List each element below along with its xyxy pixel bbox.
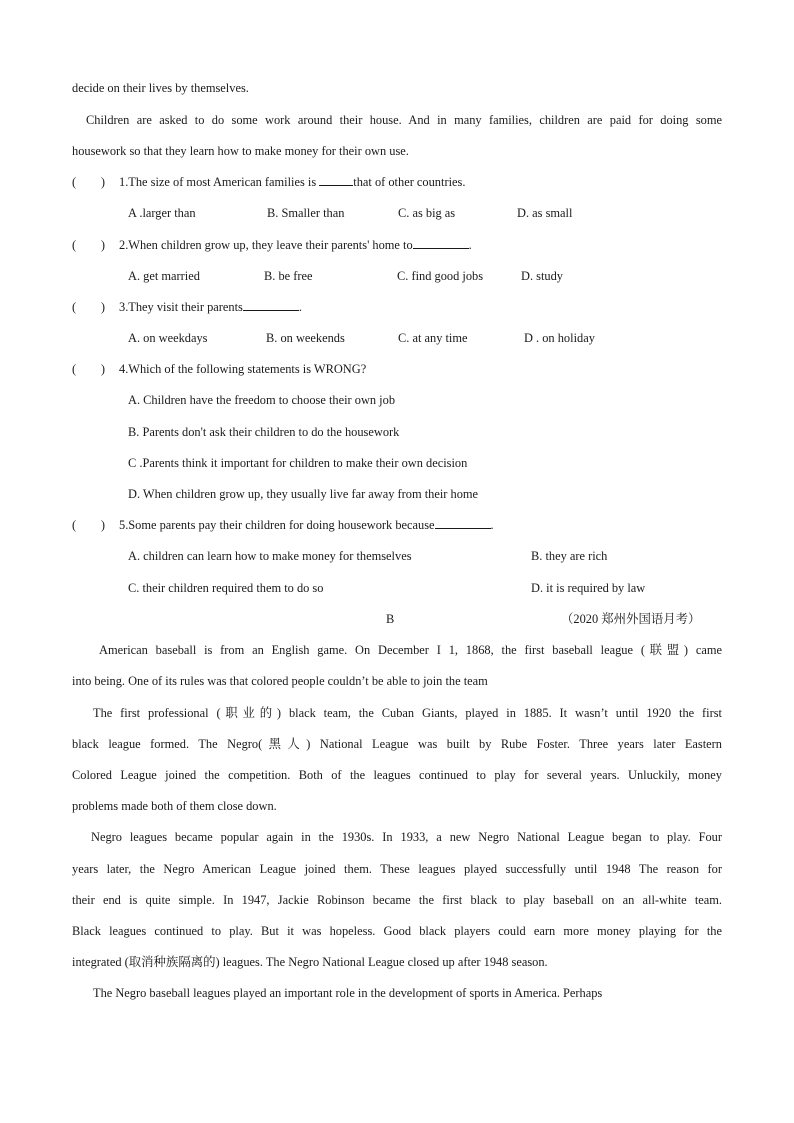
question-stem: 5.Some parents pay their children for doing housework because bbox=[119, 518, 435, 532]
answer-parentheses[interactable]: ( ) bbox=[72, 300, 106, 314]
answer-parentheses[interactable]: ( ) bbox=[72, 175, 106, 189]
question-stem: 1.The size of most American families is bbox=[119, 175, 320, 189]
question-stem: 4.Which of the following statements is WRONG? bbox=[119, 362, 367, 376]
answer-blank bbox=[413, 237, 469, 249]
question-3-option-a: A. on weekdays bbox=[128, 331, 208, 345]
answer-blank bbox=[319, 174, 353, 186]
question-4-option-c: C .Parents think it important for children to make their own decision bbox=[128, 456, 468, 470]
answer-parentheses[interactable]: ( ) bbox=[72, 362, 106, 376]
question-3 bbox=[72, 299, 302, 315]
question-1-option-c: C. as big as bbox=[398, 206, 456, 220]
question-5-option-b: B. they are rich bbox=[531, 549, 608, 563]
section-b-source: （2020 郑州外国语月考） bbox=[561, 612, 701, 626]
passage-b-p2-line-3: Colored League joined the competition. Both of the leagues continued to play for several years. Unluckily, money bbox=[72, 768, 722, 782]
question-2-option-d: D. study bbox=[521, 269, 563, 283]
question-stem-end: . bbox=[468, 238, 472, 252]
passage-b-p3-line-5: integrated (取消种族隔离的) leagues. The Negro National League closed up after 1948 season. bbox=[72, 955, 548, 969]
passage-b-p2-line-1: The first professional (职业的) black team, the Cuban Giants, played in 1885. It wasn’t until 1920 the first bbox=[93, 706, 722, 720]
question-1-option-d: D. as small bbox=[517, 206, 573, 220]
question-stem: 2.When children grow up, they leave their parents' home to bbox=[119, 238, 413, 252]
question-3-option-b: B. on weekends bbox=[266, 331, 345, 345]
question-2-option-a: A. get married bbox=[128, 269, 200, 283]
question-3-option-c: C. at any time bbox=[398, 331, 468, 345]
passage-b-p3-line-4: Black leagues continued to play. But it was hopeless. Good black players could earn more money playing for the bbox=[72, 924, 722, 938]
passage-a-paragraph-line-1: Children are asked to do some work around their house. And in many families, children are paid for doing some bbox=[86, 113, 722, 127]
question-stem: 3.They visit their parents bbox=[119, 300, 243, 314]
passage-b-p4-line-1: The Negro baseball leagues played an important role in the development of sports in America. Perhaps bbox=[93, 986, 603, 1000]
question-4-option-d: D. When children grow up, they usually live far away from their home bbox=[128, 487, 479, 501]
question-stem-end: that of other countries. bbox=[353, 175, 466, 189]
question-3-option-d: D . on holiday bbox=[524, 331, 595, 345]
passage-b-p3-line-1: Negro leagues became popular again in the 1930s. In 1933, a new Negro National League began to play. Four bbox=[91, 830, 722, 844]
question-1-option-b: B. Smaller than bbox=[267, 206, 345, 220]
question-4 bbox=[72, 361, 366, 377]
question-stem-end: . bbox=[490, 518, 494, 532]
passage-b-p1-line-2: into being. One of its rules was that colored people couldn’t be able to join the team bbox=[72, 674, 488, 688]
passage-a-tail-line: decide on their lives by themselves. bbox=[72, 81, 249, 95]
answer-blank bbox=[243, 299, 299, 311]
question-5-option-a: A. children can learn how to make money for themselves bbox=[128, 549, 412, 563]
answer-parentheses[interactable]: ( ) bbox=[72, 238, 106, 252]
question-4-option-a: A. Children have the freedom to choose their own job bbox=[128, 393, 396, 407]
question-1-option-a: A .larger than bbox=[128, 206, 196, 220]
section-b-label: B bbox=[386, 612, 395, 626]
passage-a-paragraph-line-2: housework so that they learn how to make money for their own use. bbox=[72, 144, 409, 158]
question-2-option-b: B. be free bbox=[264, 269, 313, 283]
answer-parentheses[interactable]: ( ) bbox=[72, 518, 106, 532]
question-2-option-c: C. find good jobs bbox=[397, 269, 484, 283]
question-stem-end: . bbox=[298, 300, 302, 314]
question-5-option-d: D. it is required by law bbox=[531, 581, 646, 595]
passage-b-p2-line-2: black league formed. The Negro(黑人) National League was built by Rube Foster. Three years later Eastern bbox=[72, 737, 722, 751]
passage-b-p3-line-2: years later, the Negro American League joined them. These leagues played successfully until 1948 The reason for bbox=[72, 862, 722, 876]
passage-b-p2-line-4: problems made both of them close down. bbox=[72, 799, 277, 813]
question-5-option-c: C. their children required them to do so bbox=[128, 581, 324, 595]
question-4-option-b: B. Parents don't ask their children to do the housework bbox=[128, 425, 400, 439]
question-2 bbox=[72, 237, 472, 253]
passage-b-p3-line-3: their end is quite simple. In 1947, Jackie Robinson became the first black to play baseball on an all-white team. bbox=[72, 893, 722, 907]
passage-b-p1-line-1: American baseball is from an English game. On December I 1, 1868, the first baseball league (联盟) came bbox=[99, 643, 722, 657]
question-5 bbox=[72, 517, 494, 533]
question-1 bbox=[72, 174, 465, 190]
answer-blank bbox=[435, 517, 491, 529]
